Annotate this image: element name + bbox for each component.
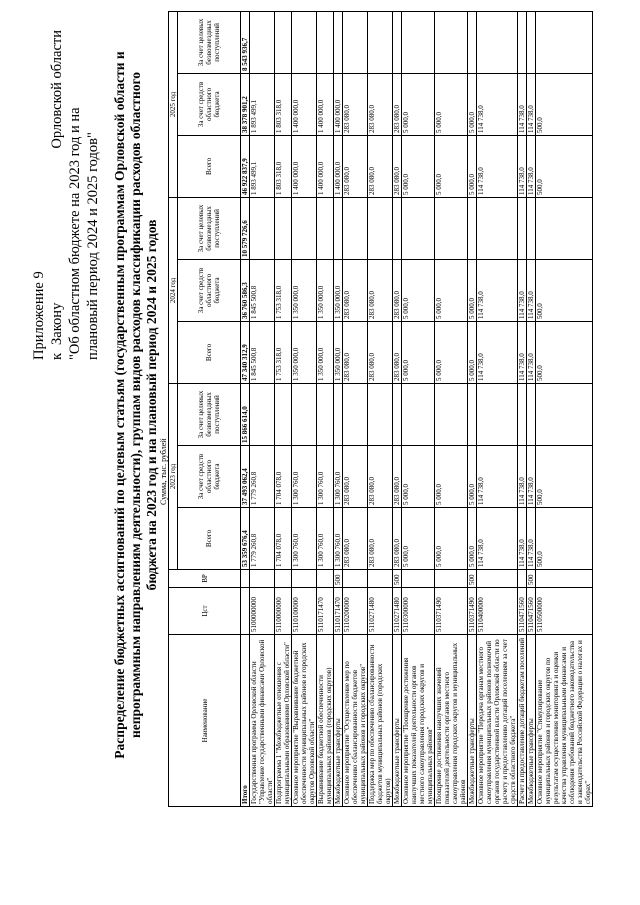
row-value <box>527 383 536 445</box>
row-value: 46 922 837,9 <box>241 135 250 197</box>
row-value: 283 080,0 <box>343 321 368 383</box>
row-value <box>343 383 368 445</box>
row-name: Основное мероприятие "Передача органам местного самоуправления муниципальных районов полномочий органов государственной власти Орловской области по расчету и предоставлению дотаций поселениям за счет средств областного бюджета" <box>477 635 518 807</box>
row-value: 114 738,0 <box>477 135 518 197</box>
table-row <box>527 11 536 806</box>
row-value: 8 543 936,7 <box>241 11 250 73</box>
row-value: 283 080,0 <box>393 508 402 570</box>
row-value: 5 000,0 <box>435 508 468 570</box>
row-name: Основное мероприятие "Стимулирование муниципальных районов и городских округов по результатам осуществления мониторинга и оценки качества управления муниципальными финансами и соблюдения требований бюджетного законодательства и законодательства Российской Федерации о налогах и сборах" <box>536 635 593 807</box>
row-name: Подпрограмма 1 "Межбюджетные отношения с муниципальными образованиями Орловской области" <box>275 635 292 807</box>
row-value: 1 350 000,0 <box>292 321 317 383</box>
row-value <box>477 11 518 73</box>
appendix-k: к <box>49 352 65 360</box>
row-value: 5 000,0 <box>402 135 435 197</box>
row-value <box>527 11 536 73</box>
row-cst: 5110400000 <box>477 588 518 635</box>
row-name: Государственная программа Орловской области "Управление государственными финансами Орловской области" <box>250 635 275 807</box>
row-vr: 500 <box>468 570 477 588</box>
row-value: 500,0 <box>536 73 593 135</box>
row-value: 283 080,0 <box>393 135 402 197</box>
row-value <box>518 197 527 259</box>
row-value <box>368 197 393 259</box>
row-value: 114 738,0 <box>527 135 536 197</box>
row-value: 10 579 726,6 <box>241 197 250 259</box>
row-vr <box>241 570 250 588</box>
row-value: 5 000,0 <box>402 446 435 508</box>
row-value: 5 000,0 <box>468 508 477 570</box>
row-value <box>250 11 275 73</box>
row-name: Межбюджетные трансферты <box>393 635 402 807</box>
appendix-number: Приложение 9 <box>31 271 47 360</box>
row-value: 36 760 586,3 <box>241 259 250 321</box>
row-value <box>435 383 468 445</box>
row-name: Основное мероприятие "Выравнивание бюджетной обеспеченности муниципальных районов и городских округов Орловской области" <box>292 635 317 807</box>
row-value: 114 738,0 <box>527 446 536 508</box>
row-name: Межбюджетные трансферты <box>468 635 477 807</box>
row-value <box>275 197 292 259</box>
row-value: 5 000,0 <box>402 508 435 570</box>
row-value <box>468 197 477 259</box>
row-value <box>334 383 343 445</box>
row-value <box>250 383 275 445</box>
row-value: 5 000,0 <box>468 135 477 197</box>
row-vr: 500 <box>527 570 536 588</box>
row-value <box>536 383 593 445</box>
row-value: 5 000,0 <box>402 259 435 321</box>
row-value: 114 738,0 <box>518 321 527 383</box>
row-value <box>468 11 477 73</box>
row-value: 1 350 000,0 <box>317 259 334 321</box>
row-vr <box>368 570 393 588</box>
row-vr <box>402 570 435 588</box>
row-cst: 5110371490 <box>468 588 477 635</box>
row-value <box>477 383 518 445</box>
row-value: 5 000,0 <box>435 446 468 508</box>
row-value: 500,0 <box>536 259 593 321</box>
row-value: 47 340 312,9 <box>241 321 250 383</box>
row-name: Межбюджетные трансферты <box>527 635 536 807</box>
row-name: Поощрение достижения наилучших значений показателей деятельности органов местного самоуправления городских округов и муниципальных районов <box>435 635 468 807</box>
row-value: 283 080,0 <box>393 446 402 508</box>
row-value: 114 738,0 <box>477 259 518 321</box>
row-value <box>292 383 317 445</box>
row-value: 5 000,0 <box>468 446 477 508</box>
row-cst <box>241 588 250 635</box>
row-value: 283 080,0 <box>368 73 393 135</box>
row-value: 114 738,0 <box>527 73 536 135</box>
row-value: 500,0 <box>536 135 593 197</box>
table-row <box>368 11 393 806</box>
row-value: 1 845 500,8 <box>250 321 275 383</box>
table-row <box>536 11 593 806</box>
row-vr <box>477 570 518 588</box>
header-cst: Цст <box>169 588 241 635</box>
row-name: Итого <box>241 635 250 807</box>
row-value: 1 893 499,1 <box>250 73 275 135</box>
header-regional-2024: За счет средств областного бюджета <box>178 259 241 321</box>
row-value: 5 000,0 <box>435 135 468 197</box>
row-value: 500,0 <box>536 508 593 570</box>
row-vr <box>317 570 334 588</box>
row-value <box>468 383 477 445</box>
table-row <box>292 11 317 806</box>
row-value: 5 000,0 <box>468 73 477 135</box>
row-value: 5 000,0 <box>435 259 468 321</box>
row-value: 114 738,0 <box>518 446 527 508</box>
row-value: 283 080,0 <box>343 73 368 135</box>
table-row <box>477 11 518 806</box>
row-name: Основное мероприятие "Поощрение достижения наилучших показателей деятельности органов местного самоуправления городских округов и муниципальных районов" <box>402 635 435 807</box>
row-value: 114 738,0 <box>477 446 518 508</box>
row-value: 1 704 078,0 <box>275 508 292 570</box>
row-value <box>317 11 334 73</box>
row-value: 1 350 000,0 <box>317 321 334 383</box>
row-value <box>275 11 292 73</box>
table-row <box>402 11 435 806</box>
row-cst: 5110471560 <box>518 588 527 635</box>
row-vr: 500 <box>334 570 343 588</box>
row-value <box>317 383 334 445</box>
table-row <box>393 11 402 806</box>
header-federal-2024: За счет целевых безвозмездных поступлений <box>178 197 241 259</box>
appendix-law-line <box>48 30 66 360</box>
row-value: 38 378 901,2 <box>241 73 250 135</box>
row-value: 1 300 760,0 <box>334 446 343 508</box>
appendix-header <box>30 30 102 360</box>
row-value <box>536 11 593 73</box>
row-value <box>527 197 536 259</box>
header-year-2023: 2023 год <box>169 383 178 569</box>
appendix-law-title-2: плановый период 2024 и 2025 годов" <box>85 132 101 360</box>
appendix-law-title-1: "Об областном бюджете на 2023 год и на <box>67 107 83 360</box>
header-federal-2025: За счет целевых безвозмездных поступлений <box>178 11 241 73</box>
row-name: Поддержка мер по обеспечению сбалансированности бюджетов муниципальных районов (городских округов) <box>368 635 393 807</box>
row-value: 1 400 000,0 <box>317 135 334 197</box>
row-value: 1 400 000,0 <box>334 135 343 197</box>
row-value: 5 000,0 <box>468 321 477 383</box>
row-name: Выравнивание бюджетной обеспеченности муниципальных районов (городских округов) <box>317 635 334 807</box>
row-value: 114 738,0 <box>527 321 536 383</box>
row-cst: 5110171470 <box>317 588 334 635</box>
row-vr <box>536 570 593 588</box>
row-cst: 5110000000 <box>275 588 292 635</box>
table-row <box>343 11 368 806</box>
row-vr <box>275 570 292 588</box>
row-value: 1 300 760,0 <box>317 508 334 570</box>
row-value: 283 080,0 <box>393 259 402 321</box>
appendix-law: Закону <box>49 302 65 345</box>
row-cst: 5100000000 <box>250 588 275 635</box>
row-name: Основное мероприятие "Осуществление мер по обеспечению сбалансированности бюджетов муниципальных районов и городских округов" <box>343 635 368 807</box>
row-vr <box>435 570 468 588</box>
row-value: 37 493 062,4 <box>241 446 250 508</box>
row-value <box>334 11 343 73</box>
row-vr: 500 <box>393 570 402 588</box>
row-value <box>343 197 368 259</box>
row-value: 114 738,0 <box>527 508 536 570</box>
row-value: 283 080,0 <box>343 446 368 508</box>
row-value: 1 300 760,0 <box>317 446 334 508</box>
row-cst: 5110271480 <box>393 588 402 635</box>
row-value: 15 866 614,0 <box>241 383 250 445</box>
row-cst: 5110300000 <box>402 588 435 635</box>
row-value: 114 738,0 <box>527 259 536 321</box>
row-cst: 5110500000 <box>536 588 593 635</box>
units-label: Сумма, тыс. рублей <box>159 438 168 505</box>
table-row <box>518 11 527 806</box>
header-federal-2023: За счет целевых безвозмездных поступлений <box>178 383 241 445</box>
row-value: 1 350 000,0 <box>292 259 317 321</box>
row-value: 1 400 000,0 <box>334 73 343 135</box>
row-value: 114 738,0 <box>518 259 527 321</box>
row-value <box>393 383 402 445</box>
row-value: 5 000,0 <box>402 321 435 383</box>
row-value: 283 080,0 <box>393 73 402 135</box>
row-vr <box>518 570 527 588</box>
row-cst: 5110100000 <box>292 588 317 635</box>
row-value: 500,0 <box>536 446 593 508</box>
row-value: 114 738,0 <box>518 135 527 197</box>
row-value <box>292 197 317 259</box>
row-value: 5 000,0 <box>435 73 468 135</box>
header-vr: ВР <box>169 570 241 588</box>
row-value: 283 080,0 <box>368 446 393 508</box>
row-value: 114 738,0 <box>477 321 518 383</box>
row-value: 1 803 318,0 <box>275 135 292 197</box>
table-row <box>317 11 334 806</box>
row-value <box>536 197 593 259</box>
row-value: 1 300 760,0 <box>334 508 343 570</box>
table-row <box>250 11 275 806</box>
row-value: 283 080,0 <box>393 321 402 383</box>
table-row <box>468 11 477 806</box>
row-cst: 5110271480 <box>368 588 393 635</box>
table-row <box>275 11 292 806</box>
header-year-2025: 2025 год <box>169 11 178 197</box>
row-value <box>393 197 402 259</box>
row-value: 114 738,0 <box>518 508 527 570</box>
header-total-2025: Всего <box>178 135 241 197</box>
row-value <box>435 11 468 73</box>
row-value: 1 400 000,0 <box>317 73 334 135</box>
row-value: 5 000,0 <box>468 259 477 321</box>
row-value <box>292 11 317 73</box>
row-value: 1 779 260,8 <box>250 508 275 570</box>
row-value: 1 350 000,0 <box>334 321 343 383</box>
row-value: 283 080,0 <box>343 259 368 321</box>
row-cst: 5110471560 <box>527 588 536 635</box>
row-cst: 5110371490 <box>435 588 468 635</box>
row-value: 5 000,0 <box>435 321 468 383</box>
row-value: 5 000,0 <box>402 73 435 135</box>
row-value: 283 080,0 <box>368 508 393 570</box>
row-value: 1 300 760,0 <box>292 508 317 570</box>
row-value: 1 400 000,0 <box>292 73 317 135</box>
row-value: 500,0 <box>536 321 593 383</box>
row-value: 1 350 000,0 <box>334 259 343 321</box>
row-value: 1 753 318,0 <box>275 259 292 321</box>
row-value: 114 738,0 <box>477 508 518 570</box>
row-vr <box>250 570 275 588</box>
row-value: 1 300 760,0 <box>292 446 317 508</box>
table-row <box>334 11 343 806</box>
row-value: 53 359 676,4 <box>241 508 250 570</box>
table-body <box>241 11 593 806</box>
row-cst: 5110200000 <box>343 588 368 635</box>
row-value: 283 080,0 <box>368 321 393 383</box>
row-value: 283 080,0 <box>368 259 393 321</box>
row-value: 1 704 078,0 <box>275 446 292 508</box>
document-title: Распределение бюджетных ассигнований по целевым статьям (государственным программам Орловской области и непрограммным направлениям деятельности), группам видов расходов классификации расходов областного бюджета на 2023 год и на плановый период 2024 и 2025 годов <box>112 51 159 759</box>
row-value <box>393 11 402 73</box>
appendix-region: Орловской области <box>49 30 65 149</box>
table-row <box>241 11 250 806</box>
row-value <box>518 383 527 445</box>
row-value <box>435 197 468 259</box>
row-value <box>368 383 393 445</box>
budget-table <box>168 11 593 807</box>
row-value <box>317 197 334 259</box>
row-value <box>402 383 435 445</box>
table-row <box>435 11 468 806</box>
row-value: 283 080,0 <box>343 135 368 197</box>
row-vr <box>343 570 368 588</box>
row-value: 1 803 318,0 <box>275 73 292 135</box>
header-regional-2025: За счет средств областного бюджета <box>178 73 241 135</box>
row-value: 1 400 000,0 <box>292 135 317 197</box>
header-total-2023: Всего <box>178 508 241 570</box>
header-regional-2023: За счет средств областного бюджета <box>178 446 241 508</box>
row-vr <box>292 570 317 588</box>
row-value: 114 738,0 <box>518 73 527 135</box>
row-value <box>275 383 292 445</box>
row-value: 114 738,0 <box>477 73 518 135</box>
row-value <box>518 11 527 73</box>
row-value <box>402 11 435 73</box>
header-total-2024: Всего <box>178 321 241 383</box>
row-value <box>402 197 435 259</box>
row-value <box>343 11 368 73</box>
row-name: Межбюджетные трансферты <box>334 635 343 807</box>
row-name: Расчет и предоставление дотаций бюджетам поселений <box>518 635 527 807</box>
row-value: 1 779 260,8 <box>250 446 275 508</box>
row-value <box>368 11 393 73</box>
row-value: 283 080,0 <box>343 508 368 570</box>
row-value <box>334 197 343 259</box>
row-value <box>477 197 518 259</box>
header-year-2024: 2024 год <box>169 197 178 383</box>
row-value: 283 080,0 <box>368 135 393 197</box>
row-value: 1 753 318,0 <box>275 321 292 383</box>
row-value <box>250 197 275 259</box>
row-value: 1 893 499,1 <box>250 135 275 197</box>
header-name: Наименование <box>169 635 241 807</box>
row-value: 1 845 500,8 <box>250 259 275 321</box>
row-cst: 5110171470 <box>334 588 343 635</box>
